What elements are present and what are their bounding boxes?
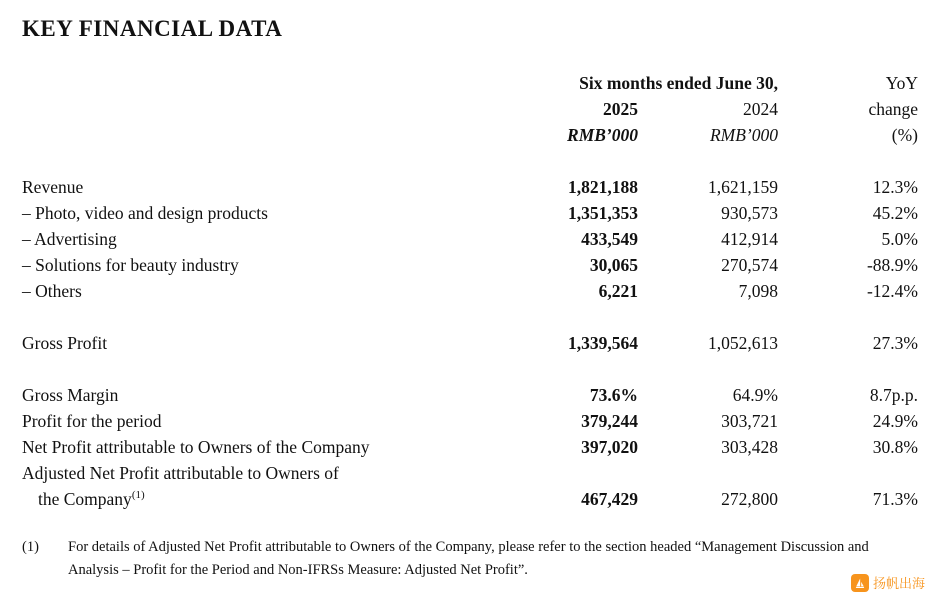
page-title: KEY FINANCIAL DATA <box>22 16 283 41</box>
table-row-others <box>22 278 918 304</box>
row-value-2025: 6,221 <box>598 281 638 301</box>
table-row-profit-for-period <box>22 408 918 434</box>
header-year-2025: 2025 <box>603 99 638 119</box>
key-financial-data-table <box>22 70 918 512</box>
table-row-adjusted-net-profit <box>22 460 918 512</box>
row-value-2025: 1,821,188 <box>568 177 638 197</box>
row-label: Profit for the period <box>22 411 162 431</box>
row-value-2025: 433,549 <box>581 229 638 249</box>
footnote-text: For details of Adjusted Net Profit attributable to Owners of the Company, please refer to the section headed “Management Discussion and Analysis – Profit for the Period and Non-IFRSs Measure: Adjusted Net Profit”. <box>68 539 869 578</box>
row-value-2025: 30,065 <box>589 255 638 275</box>
row-value-2024: 303,428 <box>721 437 778 457</box>
table-row-gross-margin <box>22 382 918 408</box>
row-label-line2 <box>22 486 468 512</box>
footnote <box>22 536 918 582</box>
row-value-yoy: 27.3% <box>872 333 918 353</box>
row-value-yoy: -12.4% <box>866 281 918 301</box>
row-label: Revenue <box>22 177 84 197</box>
header-yoy-line2: change <box>868 99 918 119</box>
sail-icon <box>851 574 869 592</box>
row-label: – Solutions for beauty industry <box>22 255 239 275</box>
table-header-row-units <box>22 122 918 148</box>
row-value-yoy: 24.9% <box>872 411 918 431</box>
header-unit-2024: RMB’000 <box>709 125 778 145</box>
table-row-revenue <box>22 174 918 200</box>
table-header-row-years <box>22 96 918 122</box>
row-label: – Photo, video and design products <box>22 203 268 223</box>
footnote-reference-superscript: (1) <box>131 489 145 502</box>
row-value-2025: 1,351,353 <box>568 203 638 223</box>
row-value-2024: 930,573 <box>721 203 778 223</box>
row-value-2024: 412,914 <box>721 229 778 249</box>
watermark-logo <box>851 573 925 592</box>
row-value-2024: 270,574 <box>721 255 778 275</box>
row-label: Gross Margin <box>22 385 119 405</box>
row-value-2025: 467,429 <box>581 489 638 509</box>
row-value-yoy: 8.7p.p. <box>869 385 918 405</box>
row-value-2025: 1,339,564 <box>568 333 638 353</box>
table-row-photo-video-design <box>22 200 918 226</box>
row-label: – Others <box>22 281 82 301</box>
row-value-2024: 272,800 <box>721 489 778 509</box>
header-yoy-line3: (%) <box>891 125 918 145</box>
row-value-yoy: 5.0% <box>881 229 918 249</box>
row-label-line2-text: the Company <box>38 489 132 509</box>
row-label: – Advertising <box>22 229 117 249</box>
header-yoy-line1: YoY <box>885 73 918 93</box>
row-label-line1: Adjusted Net Profit attributable to Owners of <box>22 463 339 483</box>
row-value-2024: 1,621,159 <box>708 177 778 197</box>
watermark-text: 扬帆出海 <box>872 576 925 591</box>
header-period-label: Six months ended June 30, <box>579 73 778 93</box>
row-value-yoy: 12.3% <box>872 177 918 197</box>
row-value-yoy: 45.2% <box>872 203 918 223</box>
row-value-2024: 1,052,613 <box>708 333 778 353</box>
row-value-yoy: -88.9% <box>866 255 918 275</box>
table-row-solutions-beauty <box>22 252 918 278</box>
row-value-2024: 7,098 <box>738 281 778 301</box>
header-unit-2025: RMB’000 <box>567 125 638 145</box>
row-label: Gross Profit <box>22 333 108 353</box>
header-year-2024: 2024 <box>743 99 778 119</box>
row-value-2025: 379,244 <box>581 411 638 431</box>
row-value-yoy: 30.8% <box>872 437 918 457</box>
row-label <box>22 460 468 512</box>
row-value-yoy: 71.3% <box>872 489 918 509</box>
row-value-2025: 73.6% <box>589 385 638 405</box>
row-value-2024: 303,721 <box>721 411 778 431</box>
row-value-2024: 64.9% <box>732 385 778 405</box>
table-row-advertising <box>22 226 918 252</box>
footnote-marker: (1) <box>22 539 39 555</box>
table-header-row-period <box>22 70 918 96</box>
row-label: Net Profit attributable to Owners of the Company <box>22 437 370 457</box>
table-row-net-profit-owners <box>22 434 918 460</box>
table-row-gross-profit <box>22 330 918 356</box>
row-value-2025: 397,020 <box>581 437 638 457</box>
